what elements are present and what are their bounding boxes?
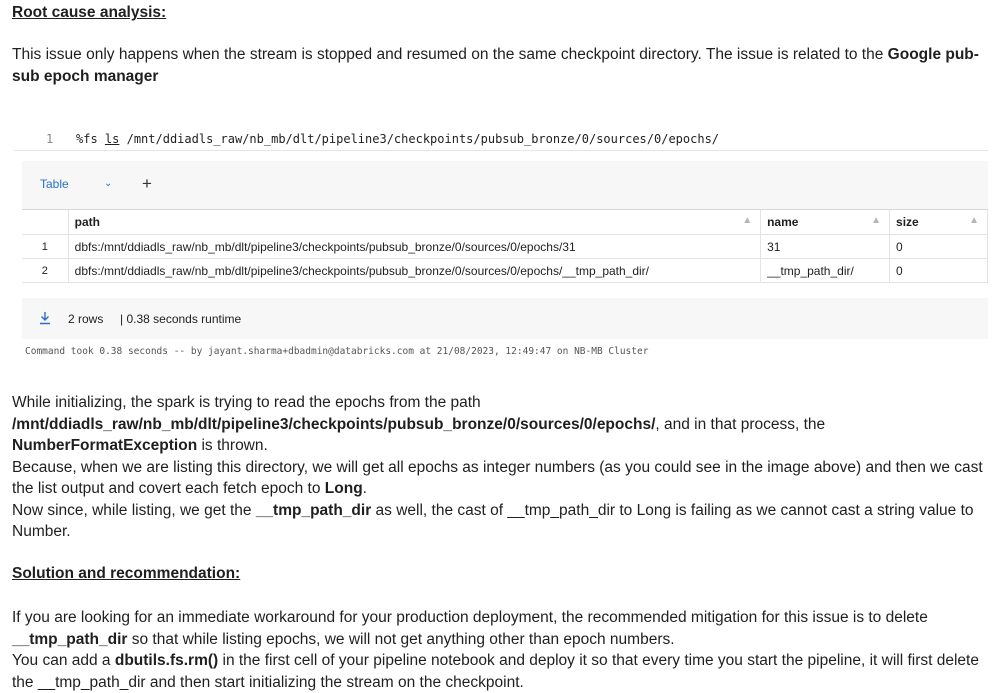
code-command: [76, 132, 719, 146]
sort-icon[interactable]: ▲: [742, 215, 753, 226]
index-header: [22, 210, 68, 235]
ls-command: ls: [104, 132, 120, 146]
runtime: | 0.38 seconds runtime: [120, 312, 242, 326]
column-header-size[interactable]: size ▲: [890, 210, 988, 235]
chevron-down-icon[interactable]: ⌄: [104, 178, 113, 189]
result-table: [22, 209, 988, 298]
cell-name[interactable]: __tmp_path_dir/: [761, 259, 890, 283]
explanation-text: While initializing, the spark is trying to read the epochs from the path /mnt/ddiadls_raw/nb_mb/dlt/pipeline3/checkpoints/pubsub_bronze/0/sources/0/epochs/, and in that process, the NumberFormatException is thrown. Because, when we are listing this directory, we will get all epochs as integer numbers (as you could see in the image above) and then we cast the list output and covert each fetch epoch to Long. Now since, while listing, we get the __tmp_path_dir as well, the cast of __tmp_path_dir to Long is failing as we cannot cast a string value to Number.: [12, 394, 983, 540]
tmp-path-dir: __tmp_path_dir: [12, 630, 128, 648]
command-took: Command took 0.38 seconds -- by jayant.sharma+dbadmin@databricks.com at 21/08/2023, 12:49:47 on NB-MB Cluster: [25, 346, 649, 357]
code-cell[interactable]: [14, 128, 988, 151]
root-cause-intro: [12, 44, 987, 87]
command-path: /mnt/ddiadls_raw/nb_mb/dlt/pipeline3/checkpoints/pubsub_bronze/0/sources/0/epochs/: [126, 132, 720, 146]
column-header-name[interactable]: name ▲: [761, 210, 890, 235]
table-row[interactable]: [22, 259, 988, 283]
intro-text: This issue only happens when the stream is stopped and resumed on the same checkpoint directory. The issue is related to the: [12, 46, 884, 63]
exception-name: NumberFormatException: [12, 437, 198, 454]
download-icon[interactable]: [38, 311, 52, 328]
row-index: 2: [22, 259, 68, 283]
sort-icon[interactable]: ▲: [871, 215, 882, 226]
column-header-path[interactable]: path ▲: [68, 210, 760, 235]
long-type: Long: [324, 480, 363, 497]
table-row[interactable]: [22, 235, 988, 259]
row-index: 1: [22, 235, 68, 259]
tmp-path-dir: __tmp_path_dir: [255, 501, 372, 519]
table-header-row: [22, 210, 988, 235]
add-tab-icon[interactable]: +: [142, 174, 152, 193]
line-number: 1: [46, 132, 54, 146]
tab-table[interactable]: Table: [40, 177, 69, 191]
root-cause-heading: Root cause analysis:: [12, 4, 167, 21]
dbutils-rm: dbutils.fs.rm(): [114, 652, 219, 669]
cell-path[interactable]: dbfs:/mnt/ddiadls_raw/nb_mb/dlt/pipeline3/checkpoints/pubsub_bronze/0/sources/0/epochs/31: [68, 235, 760, 259]
cell-path[interactable]: dbfs:/mnt/ddiadls_raw/nb_mb/dlt/pipeline3/checkpoints/pubsub_bronze/0/sources/0/epochs/__tmp_path_dir/: [68, 259, 760, 283]
epoch-manager-name: Google pub-sub epoch manager: [12, 46, 979, 85]
cell-name[interactable]: 31: [761, 235, 890, 259]
cell-size[interactable]: 0: [890, 235, 988, 259]
solution-heading: Solution and recommendation:: [12, 565, 241, 582]
sort-icon[interactable]: ▲: [969, 215, 979, 226]
solution-text: If you are looking for an immediate workaround for your production deployment, the recommended mitigation for this issue is to delete __tmp_path_dir so that while listing epochs, we will not get anything other than epoch numbers. You can add a dbutils.fs.rm() in the first cell of your pipeline notebook and deploy it so that every time you start the pipeline, it will first delete the __tmp_path_dir and then start initializing the stream on the checkpoint.: [12, 609, 979, 691]
row-count: 2 rows: [68, 312, 104, 326]
cell-size[interactable]: 0: [890, 259, 988, 283]
fs-magic: %fs: [76, 132, 98, 146]
epochs-path: /mnt/ddiadls_raw/nb_mb/dlt/pipeline3/checkpoints/pubsub_bronze/0/sources/0/epochs/: [12, 415, 656, 433]
